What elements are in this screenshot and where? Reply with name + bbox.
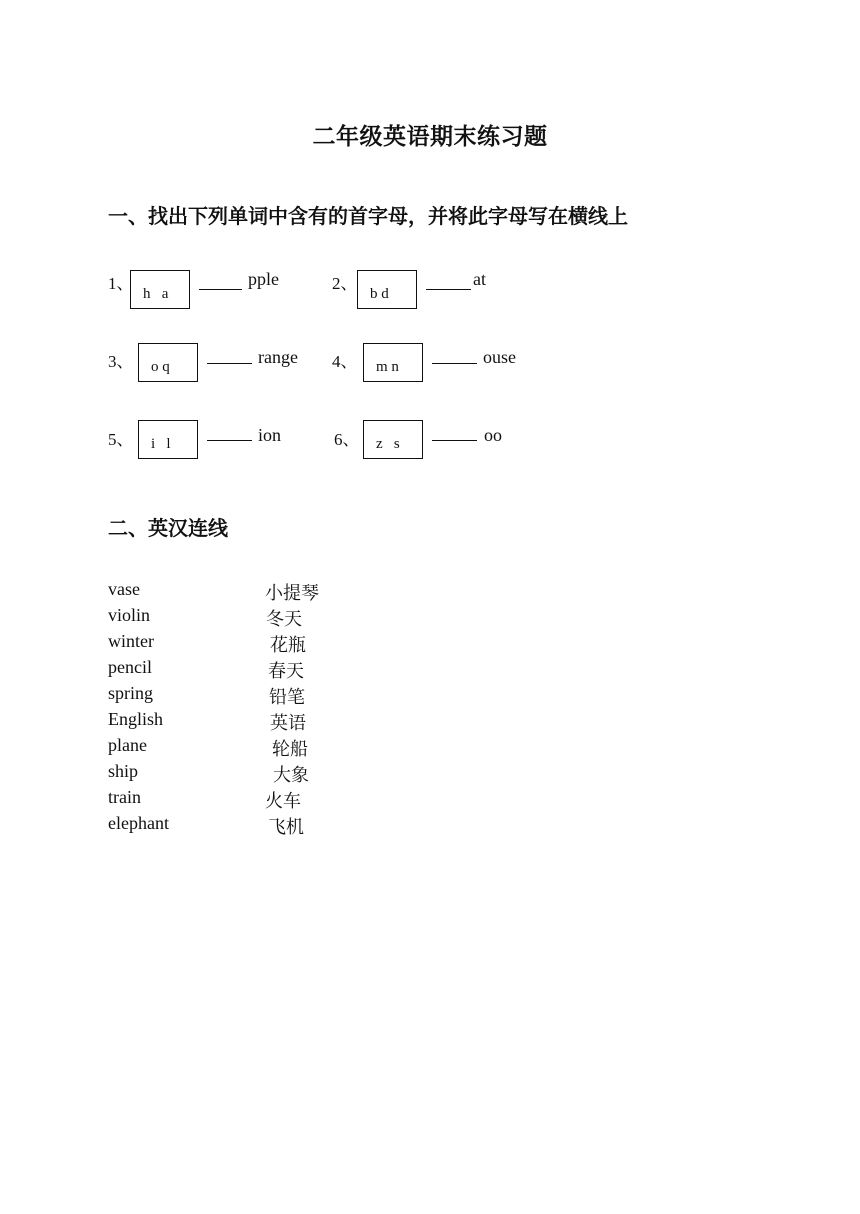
- question-6-options: z s: [376, 436, 400, 452]
- question-5-word-ending: ion: [258, 425, 282, 445]
- chinese-word-5[interactable]: 铅笔: [269, 687, 305, 708]
- question-4-options-box: [363, 343, 423, 382]
- english-word-train[interactable]: train: [108, 787, 141, 807]
- chinese-word-10[interactable]: 飞机: [268, 817, 304, 838]
- section-1-heading: 一、找出下列单词中含有的首字母，并将此字母写在横线上: [108, 204, 628, 228]
- question-1-word-ending: pple: [248, 269, 279, 289]
- question-2-number: 2、: [332, 274, 358, 293]
- english-word-vase[interactable]: vase: [108, 579, 140, 599]
- english-word-spring[interactable]: spring: [108, 683, 153, 703]
- question-5-options: i l: [151, 436, 171, 452]
- english-word-english[interactable]: English: [108, 709, 164, 729]
- question-4-word-ending: ouse: [483, 347, 516, 367]
- section-2-heading: 二、英汉连线: [108, 516, 228, 540]
- question-6-number: 6、: [334, 430, 360, 449]
- question-4-number: 4、: [332, 352, 358, 371]
- chinese-word-9[interactable]: 火车: [265, 791, 301, 812]
- question-1-options-box: [130, 270, 190, 309]
- english-word-elephant[interactable]: elephant: [108, 813, 169, 833]
- question-3-options: o q: [151, 359, 170, 375]
- question-3-answer-blank[interactable]: [207, 363, 252, 364]
- chinese-word-6[interactable]: 英语: [270, 713, 306, 734]
- question-2-options-box: [357, 270, 417, 309]
- question-1-number: 1、: [108, 274, 134, 293]
- question-3-word-ending: range: [258, 347, 298, 367]
- question-6-options-box: [363, 420, 423, 459]
- question-6-answer-blank[interactable]: [432, 440, 477, 441]
- chinese-word-8[interactable]: 大象: [273, 765, 309, 786]
- question-4-options: m n: [376, 359, 399, 375]
- question-2-options: b d: [370, 286, 389, 302]
- english-word-pencil[interactable]: pencil: [108, 657, 152, 677]
- question-1-answer-blank[interactable]: [199, 289, 242, 290]
- english-word-plane[interactable]: plane: [108, 735, 147, 755]
- question-6-word-ending: oo: [484, 425, 502, 445]
- question-2-answer-blank[interactable]: [426, 289, 471, 290]
- chinese-word-7[interactable]: 轮船: [272, 739, 308, 760]
- question-2-word-ending: at: [473, 269, 486, 289]
- chinese-word-4[interactable]: 春天: [268, 661, 304, 682]
- chinese-word-2[interactable]: 冬天: [266, 609, 302, 630]
- question-3-number: 3、: [108, 352, 134, 371]
- page-title: 二年级英语期末练习题: [312, 124, 548, 150]
- question-5-number: 5、: [108, 430, 134, 449]
- chinese-word-3[interactable]: 花瓶: [270, 635, 306, 656]
- chinese-word-1[interactable]: 小提琴: [265, 583, 319, 604]
- english-word-ship[interactable]: ship: [108, 761, 139, 781]
- question-3-options-box: [138, 343, 198, 382]
- question-4-answer-blank[interactable]: [432, 363, 477, 364]
- question-5-answer-blank[interactable]: [207, 440, 252, 441]
- english-word-winter[interactable]: winter: [108, 631, 154, 651]
- question-1-options: h a: [143, 286, 169, 302]
- question-5-options-box: [138, 420, 198, 459]
- english-word-violin[interactable]: violin: [108, 605, 151, 625]
